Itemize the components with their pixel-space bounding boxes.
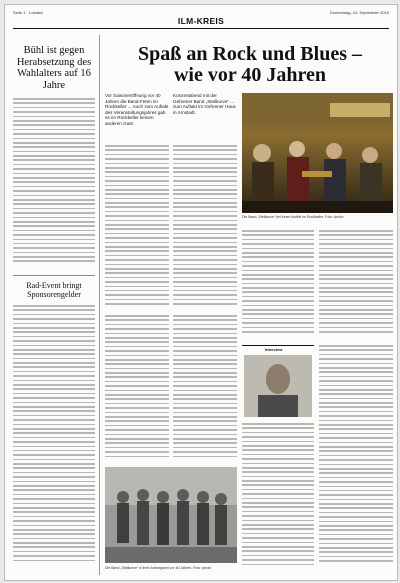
concert-photo-caption: Die Band „Steilkurve“ bei ihrem Auftritt im Rockkeller. Foto: Archiv bbox=[242, 215, 344, 219]
subhead-right: Konzertabend mit der Gehrener Band „Steilkurve“ ... zum Auftakt im Gehrener Haus in Arnstadt. bbox=[173, 93, 236, 115]
subhead-left: Vor Saisoneröffnung vor 40 Jahren die Band-Feten im Rockkeller ... Auch zum Auftakt des Veranstaltungsjahres gab es im Rockkeller keinen anderen Gast. bbox=[105, 93, 169, 126]
left-story-body bbox=[13, 98, 95, 273]
concert-photo bbox=[242, 93, 393, 213]
old-band-caption: Die Band „Steilkurve“ in ihrer Anfangszeit vor 40 Jahren. Foto: privat bbox=[105, 566, 211, 570]
section-title: ILM-KREIS bbox=[177, 16, 225, 26]
main-col-2 bbox=[173, 145, 237, 310]
old-band-graphic bbox=[105, 467, 237, 563]
main-col-3 bbox=[242, 230, 314, 340]
interview-body bbox=[242, 423, 314, 573]
interview-rule bbox=[242, 345, 314, 346]
main-headline bbox=[105, 44, 395, 86]
header-rule bbox=[13, 28, 389, 29]
main-headline-line2: wie vor 40 Jahren bbox=[173, 64, 327, 86]
main-col-5 bbox=[105, 315, 169, 465]
left-story-headline: Bühl ist gegen Herabsetzung des Wahlalters auf 16 Jahre bbox=[16, 45, 92, 91]
main-col-1 bbox=[105, 145, 169, 310]
newspaper-page bbox=[4, 4, 398, 581]
header-right: Donnerstag, 24. September 2015 bbox=[329, 10, 389, 15]
header-left: Seite 1 · Lokales bbox=[13, 10, 43, 15]
interview-label: Interview bbox=[265, 347, 283, 352]
column-divider bbox=[99, 35, 100, 575]
sidebar-headline: Rad-Event bringt Sponsorengelder bbox=[26, 281, 82, 299]
old-band-photo bbox=[105, 467, 237, 563]
portrait-graphic bbox=[244, 355, 312, 417]
interview-body-2 bbox=[319, 345, 393, 575]
main-col-4 bbox=[319, 230, 393, 340]
concert-photo-graphic bbox=[242, 93, 393, 213]
interview-portrait bbox=[244, 355, 312, 417]
sidebar-body bbox=[13, 305, 95, 571]
left-divider bbox=[13, 275, 95, 276]
main-col-6 bbox=[173, 315, 237, 465]
main-headline-line1: Spaß an Rock und Blues – bbox=[138, 43, 362, 65]
